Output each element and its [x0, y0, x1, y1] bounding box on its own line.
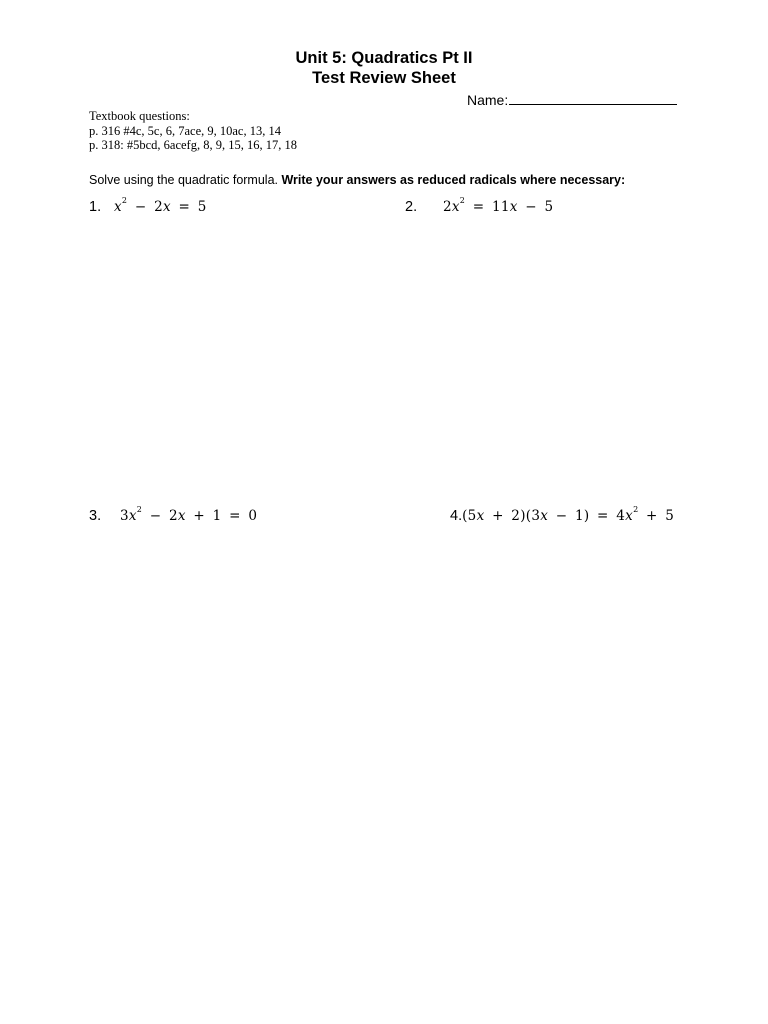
name-field — [467, 91, 677, 109]
question-2 — [405, 196, 553, 217]
question-1 — [89, 196, 207, 217]
page-subtitle: Test Review Sheet — [312, 69, 456, 87]
page-title: Unit 5: Quadratics Pt II — [295, 49, 473, 67]
question-equation: $2x^2 = 11x - 5$ — [442, 196, 554, 215]
question-equation: $x^2 - 2x = 5$ — [113, 196, 207, 215]
question-3 — [89, 505, 257, 526]
textbook-heading: Textbook questions: — [89, 109, 190, 123]
question-4 — [450, 505, 674, 526]
question-number: 1. — [89, 199, 102, 215]
question-number: 2. — [405, 199, 418, 215]
question-number: 4. — [450, 508, 463, 524]
name-blank-line — [509, 92, 677, 105]
instructions-bold: Write your answers as reduced radicals where necessary: — [281, 173, 626, 187]
textbook-line: p. 316 #4c, 5c, 6, 7ace, 9, 10ac, 13, 14 — [89, 124, 281, 138]
question-equation: $3x^2 - 2x + 1 = 0$ — [119, 505, 258, 524]
instructions — [89, 172, 625, 188]
instructions-plain: Solve using the quadratic formula. — [89, 173, 282, 187]
name-label: Name: — [467, 92, 509, 108]
textbook-line: p. 318: #5bcd, 6acefg, 8, 9, 15, 16, 17, 18 — [89, 138, 297, 152]
question-number: 3. — [89, 508, 102, 524]
question-equation: $(5x + 2)(3x - 1) = 4x^2 + 5$ — [462, 505, 675, 524]
